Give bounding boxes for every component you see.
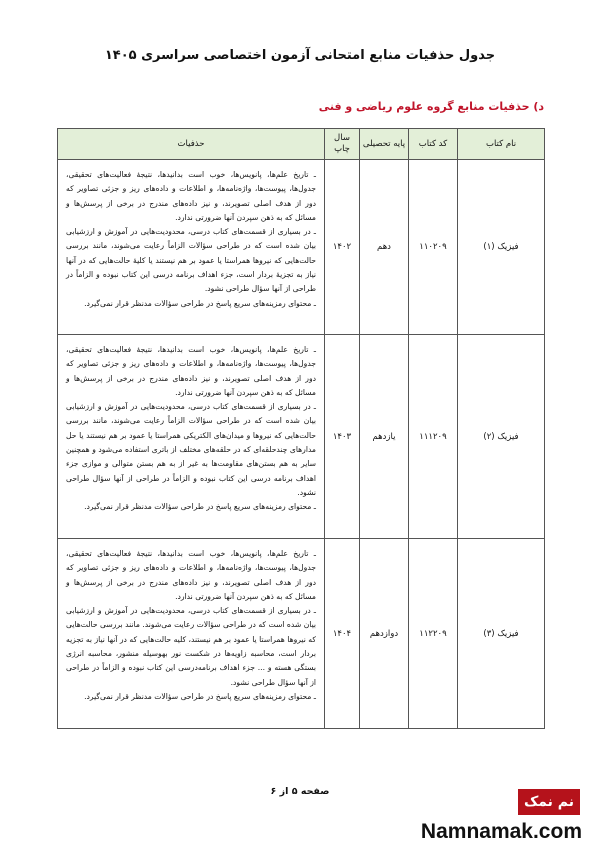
cell-deletions xyxy=(58,160,325,335)
page-number: صفحه ۵ از ۶ xyxy=(270,786,330,797)
cell-deletions xyxy=(58,335,325,539)
deletion-item: ـ در بسیاری از قسمت‌های کتاب درسی، محدودیت‌هایی در آموزش و ارزشیابی بیان شده است که در طراحی سؤالات الزاماً رعایت می‌شوند، مانند بررسی حالت‌هایی که نیروها همراستا یا عمود بر هم نیستند یا کلیهٔ حالت‌هایی که در آنها نیاز به تجزیهٔ بردار است، جزء اهداف برنامه درسی این کتاب نبوده و الزاماً در طراحی از آنها سؤال طراحی نشود. xyxy=(66,227,316,294)
table-row xyxy=(58,539,545,729)
deletion-item: ـ محتوای رمزینه‌های سریع پاسخ در طراحی سؤالات مدنظر قرار نمی‌گیرد. xyxy=(84,691,316,701)
deletion-item: ـ در بسیاری از قسمت‌های کتاب درسی، محدودیت‌هایی در آموزش و ارزشیابی بیان شده است که در طراحی سؤالات الزاماً رعایت می‌شوند، مانند بررسی حالت‌هایی که نیروها و میدان‌های الکتریکی همراستا یا عمود بر هم نیستند یا حل مدارهای چندحلقه‌ای که در حلقه‌های مختلف از باتری استفاده می‌شود و همچنین سایر به هم بستن‌های مقاومت‌ها به غیر از به هم بستن متوالی و موازی جزء اهداف برنامه درسی این کتاب نبوده و الزاماً در طراحی از آنها سؤال طراحی نشود. xyxy=(66,402,316,497)
cell-book-code: ۱۱۰۲۰۹ xyxy=(409,160,458,335)
cell-grade: یازدهم xyxy=(360,335,409,539)
namnamak-site-text: Namnamak.com xyxy=(420,820,582,843)
cell-book-name: فیزیک (۲) xyxy=(458,335,545,539)
cell-grade: دهم xyxy=(360,160,409,335)
table-header-row xyxy=(58,129,545,160)
cell-book-name: فیزیک (۱) xyxy=(458,160,545,335)
header-book-name: نام کتاب xyxy=(458,129,545,160)
deletion-item: ـ محتوای رمزینه‌های سریع پاسخ در طراحی سؤالات مدنظر قرار نمی‌گیرد. xyxy=(84,502,316,512)
header-print-year: سال چاپ xyxy=(325,129,360,160)
deletion-item: ـ تاریخ علم‌ها، پانویس‌ها، خوب است بدانید‌ها، نتیجهٔ فعالیت‌های تحقیقی، جدول‌ها، پیوست‌ها، واژه‌نامه‌ها، و اطلاعات و داده‌های ریز و جزئی تصاویر که دور از هدف اصلی تصویرند، و نیز داده‌های مندرج در برخی از پرسش‌ها و مسائل که به ذهن سپردن آنها ضرورتی ندارد. xyxy=(66,549,316,601)
cell-print-year: ۱۴۰۲ xyxy=(325,160,360,335)
section-title: د) حذفیات منابع گروه علوم ریاضی و فنی xyxy=(318,100,544,113)
header-grade: پایه تحصیلی xyxy=(360,129,409,160)
namnamak-logo-badge: نم نمک xyxy=(518,789,580,815)
cell-book-code: ۱۱۱۲۰۹ xyxy=(409,335,458,539)
header-deletions: حذفیات xyxy=(58,129,325,160)
header-book-code: کد کتاب xyxy=(409,129,458,160)
cell-print-year: ۱۴۰۳ xyxy=(325,335,360,539)
table-row xyxy=(58,160,545,335)
cell-book-code: ۱۱۲۲۰۹ xyxy=(409,539,458,729)
table-row xyxy=(58,335,545,539)
deletions-table xyxy=(57,128,545,729)
cell-book-name: فیزیک (۳) xyxy=(458,539,545,729)
cell-print-year: ۱۴۰۴ xyxy=(325,539,360,729)
deletion-item: ـ در بسیاری از قسمت‌های کتاب درسی، محدودیت‌هایی در آموزش و ارزشیابی بیان شده است که در طراحی سؤالات رعایت می‌شوند. مانند بررسی حالت‌هایی که نیروها همراستا یا عمود بر هم نیستند، کلیه حالت‌هایی که در آنها نیاز به تجزیه بردار است، محاسبه زاویه‌ها در شکست نور بهوسیله منشور، محاسبه انرژی بستگی هسته و ... جزء اهداف برنامه‌درسی این کتاب نبوده و الزاماً در طراحی از آنها سؤال طراحی نشود. xyxy=(66,606,316,687)
deletion-item: ـ تاریخ علم‌ها، پانویس‌ها، خوب است بدانید‌ها، نتیجهٔ فعالیت‌های تحقیقی، جدول‌ها، پیوست‌ها، واژه‌نامه‌ها، و اطلاعات و داده‌های ریز و جزئی تصاویر که دور از هدف اصلی تصویرند، و نیز داده‌های مندرج در برخی از پرسش‌ها و مسائل که به ذهن سپردن آنها ضرورتی ندارد. xyxy=(66,170,316,222)
deletion-item: ـ تاریخ علم‌ها، پانویس‌ها، خوب است بدانید‌ها، نتیجهٔ فعالیت‌های تحقیقی، جدول‌ها، پیوست‌ها، واژه‌نامه‌ها، و اطلاعات و داده‌های ریز و جزئی تصاویر که دور از هدف اصلی تصویرند، و نیز داده‌های مندرج در برخی از پرسش‌ها و مسائل که به ذهن سپردن آنها ضرورتی ندارد. xyxy=(66,345,316,397)
page-title: جدول حذفیات منابع امتحانی آزمون اختصاصی سراسری ۱۴۰۵ xyxy=(104,48,496,63)
cell-deletions xyxy=(58,539,325,729)
deletion-item: ـ محتوای رمزینه‌های سریع پاسخ در طراحی سؤالات مدنظر قرار نمی‌گیرد. xyxy=(84,298,316,308)
cell-grade: دوازدهم xyxy=(360,539,409,729)
